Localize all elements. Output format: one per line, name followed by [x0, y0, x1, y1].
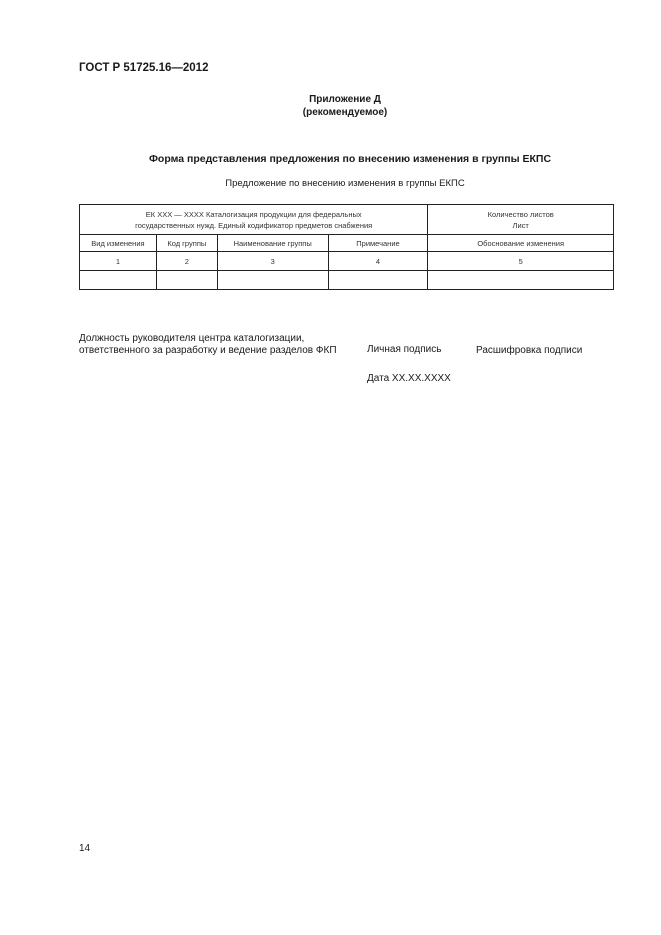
empty-data-row [80, 271, 614, 290]
empty-cell [156, 271, 217, 290]
position-line-1: Должность руководителя центра каталогизации, [79, 333, 305, 344]
position-line-2: ответственного за разработку и ведение разделов ФКП [79, 345, 337, 356]
date-label: Дата ХХ.ХХ.ХХХХ [367, 373, 451, 384]
column-header: Вид изменения [80, 235, 157, 252]
column-number: 3 [217, 252, 328, 271]
signature-position [79, 333, 337, 357]
appendix-heading [0, 93, 661, 119]
catalog-line-1: ЕК ХХХ — ХХХХ Каталогизация продукции для федеральных [145, 209, 362, 219]
empty-cell [217, 271, 328, 290]
document-code: ГОСТ Р 51725.16—2012 [79, 62, 209, 74]
empty-cell [428, 271, 614, 290]
column-number: 4 [328, 252, 428, 271]
column-number: 5 [428, 252, 614, 271]
signature-decoding-label: Расшифровка подписи [476, 345, 583, 356]
form-subtitle: Предложение по внесению изменения в группы ЕКПС [225, 178, 465, 189]
column-header-row [80, 235, 614, 252]
column-header: Код группы [156, 235, 217, 252]
column-number: 2 [156, 252, 217, 271]
column-number: 1 [80, 252, 157, 271]
empty-cell [80, 271, 157, 290]
catalog-line-2: государственных нужд. Единый кодификатор предметов снабжения [135, 220, 373, 230]
column-number-row [80, 252, 614, 271]
sheets-cell [428, 205, 614, 235]
form-title: Форма представления предложения по внесению изменения в группы ЕКПС [148, 153, 552, 165]
page-number: 14 [79, 843, 91, 854]
proposal-form-table [79, 204, 614, 290]
column-header: Обоснование изменения [428, 235, 614, 252]
personal-signature-label: Личная подпись [367, 344, 442, 355]
sheet-label: Лист [512, 220, 529, 230]
catalog-cell [80, 205, 428, 235]
sheets-count-label: Количество листов [487, 209, 554, 219]
appendix-title: Приложение Д [309, 94, 381, 105]
appendix-status: (рекомендуемое) [302, 107, 388, 118]
table-header-row [80, 205, 614, 235]
column-header: Примечание [328, 235, 428, 252]
empty-cell [328, 271, 428, 290]
column-header: Наименование группы [217, 235, 328, 252]
